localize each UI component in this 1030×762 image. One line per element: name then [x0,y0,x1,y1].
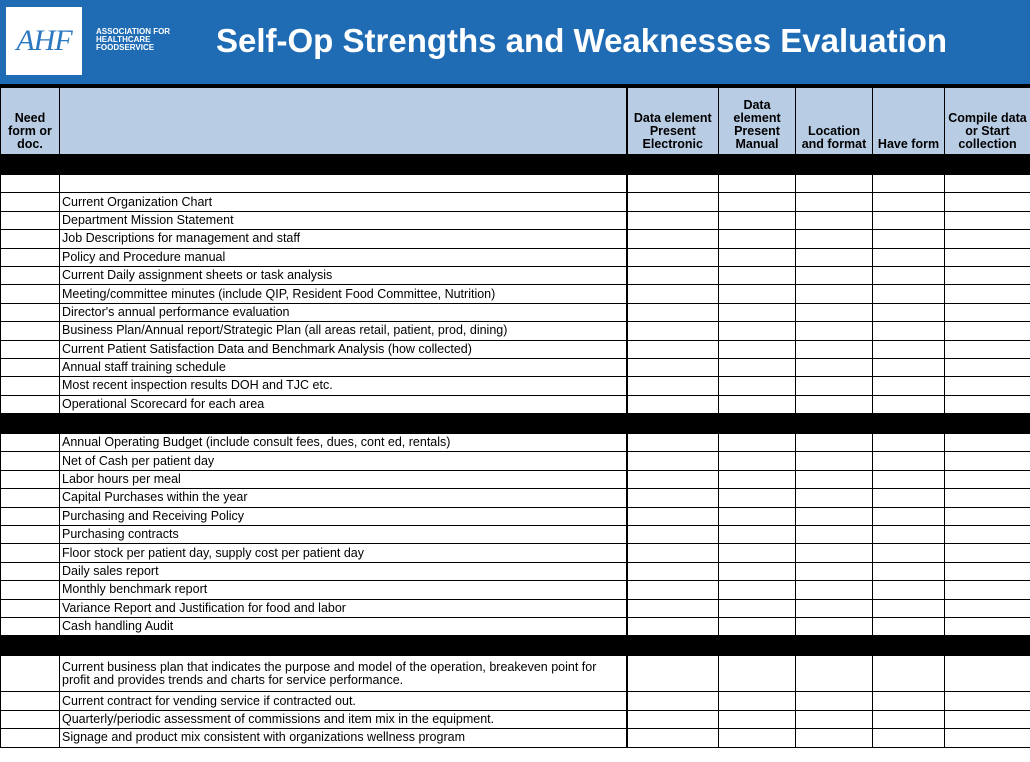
table-cell[interactable] [719,175,796,193]
manual-cell[interactable] [719,377,796,395]
section-title [1,155,1030,175]
item-desc: Floor stock per patient day, supply cost per patient day [60,544,627,562]
table-row [1,248,1030,266]
table-row [1,340,1030,358]
have-form-cell[interactable] [873,358,945,376]
compile-cell[interactable] [945,489,1030,507]
have-form-cell[interactable] [873,470,945,488]
need-cell[interactable] [1,526,60,544]
need-cell[interactable] [1,617,60,635]
manual-cell[interactable] [719,358,796,376]
manual-cell[interactable] [719,322,796,340]
manual-cell[interactable] [719,230,796,248]
location-cell[interactable] [796,452,873,470]
have-form-cell[interactable] [873,230,945,248]
compile-cell[interactable] [945,656,1030,692]
need-cell[interactable] [1,544,60,562]
have-form-cell[interactable] [873,322,945,340]
item-desc: Quarterly/periodic assessment of commissions and item mix in the equipment. [60,710,627,728]
table-row [1,507,1030,525]
item-desc: Most recent inspection results DOH and TJC etc. [60,377,627,395]
manual-cell[interactable] [719,266,796,284]
compile-cell[interactable] [945,729,1030,747]
electronic-cell[interactable] [627,211,719,229]
have-form-cell[interactable] [873,266,945,284]
location-cell[interactable] [796,617,873,635]
item-desc: Business Plan/Annual report/Strategic Plan (all areas retail, patient, prod, dining) [60,322,627,340]
title-banner [0,0,1030,84]
electronic-cell[interactable] [627,710,719,728]
have-form-cell[interactable] [873,544,945,562]
location-cell[interactable] [796,230,873,248]
col-header-need: Need form or doc. [1,88,60,155]
need-cell[interactable] [1,230,60,248]
table-row [1,358,1030,376]
table-row [1,230,1030,248]
table-row [1,266,1030,284]
table-row [1,193,1030,211]
compile-cell[interactable] [945,617,1030,635]
location-cell[interactable] [796,544,873,562]
need-cell[interactable] [1,581,60,599]
compile-cell[interactable] [945,692,1030,710]
ahf-logo [6,7,82,75]
location-cell[interactable] [796,303,873,321]
table-cell[interactable] [1,175,60,193]
have-form-cell[interactable] [873,526,945,544]
item-desc: Meeting/committee minutes (include QIP, Resident Food Committee, Nutrition) [60,285,627,303]
table-row [1,692,1030,710]
manual-cell[interactable] [719,599,796,617]
electronic-cell[interactable] [627,285,719,303]
table-cell[interactable] [627,175,719,193]
need-cell[interactable] [1,285,60,303]
table-row [1,729,1030,747]
col-header-electronic: Data element Present Electronic [627,88,719,155]
item-desc: Monthly benchmark report [60,581,627,599]
have-form-cell[interactable] [873,729,945,747]
item-desc: Current Organization Chart [60,193,627,211]
location-cell[interactable] [796,340,873,358]
have-form-cell[interactable] [873,377,945,395]
item-desc: Current Patient Satisfaction Data and Benchmark Analysis (how collected) [60,340,627,358]
col-header-manual: Data element Present Manual [719,88,796,155]
section-title [1,414,1030,434]
manual-cell[interactable] [719,434,796,452]
have-form-cell[interactable] [873,710,945,728]
table-row [1,470,1030,488]
manual-cell[interactable] [719,526,796,544]
compile-cell[interactable] [945,507,1030,525]
electronic-cell[interactable] [627,193,719,211]
electronic-cell[interactable] [627,544,719,562]
electronic-cell[interactable] [627,470,719,488]
table-row [1,562,1030,580]
manual-cell[interactable] [719,452,796,470]
item-desc: Purchasing contracts [60,526,627,544]
manual-cell[interactable] [719,562,796,580]
manual-cell[interactable] [719,395,796,413]
table-row [1,581,1030,599]
item-desc: Labor hours per meal [60,470,627,488]
manual-cell[interactable] [719,581,796,599]
item-desc: Current contract for vending service if contracted out. [60,692,627,710]
compile-cell[interactable] [945,340,1030,358]
have-form-cell[interactable] [873,395,945,413]
electronic-cell[interactable] [627,507,719,525]
electronic-cell[interactable] [627,266,719,284]
location-cell[interactable] [796,599,873,617]
location-cell[interactable] [796,285,873,303]
have-form-cell[interactable] [873,211,945,229]
have-form-cell[interactable] [873,193,945,211]
location-cell[interactable] [796,248,873,266]
table-row [1,710,1030,728]
have-form-cell[interactable] [873,248,945,266]
electronic-cell[interactable] [627,303,719,321]
manual-cell[interactable] [719,656,796,692]
electronic-cell[interactable] [627,395,719,413]
item-desc: Current Daily assignment sheets or task analysis [60,266,627,284]
have-form-cell[interactable] [873,489,945,507]
electronic-cell[interactable] [627,581,719,599]
need-cell[interactable] [1,193,60,211]
location-cell[interactable] [796,507,873,525]
compile-cell[interactable] [945,211,1030,229]
item-desc: Current business plan that indicates the purpose and model of the operation, breakeven point for profit and provides trends and charts for service performance. [60,656,627,692]
location-cell[interactable] [796,211,873,229]
manual-cell[interactable] [719,285,796,303]
location-cell[interactable] [796,656,873,692]
table-cell[interactable] [945,175,1030,193]
compile-cell[interactable] [945,470,1030,488]
need-cell[interactable] [1,395,60,413]
table-row [1,322,1030,340]
evaluation-table [0,88,1030,748]
table-cell[interactable] [796,175,873,193]
table-row [1,617,1030,635]
item-desc: Operational Scorecard for each area [60,395,627,413]
location-cell[interactable] [796,322,873,340]
section-divider [1,414,1030,434]
need-cell[interactable] [1,248,60,266]
compile-cell[interactable] [945,285,1030,303]
need-cell[interactable] [1,322,60,340]
electronic-cell[interactable] [627,489,719,507]
manual-cell[interactable] [719,544,796,562]
page-title: Self-Op Strengths and Weaknesses Evaluation [216,22,948,59]
electronic-cell[interactable] [627,692,719,710]
need-cell[interactable] [1,266,60,284]
have-form-cell[interactable] [873,434,945,452]
compile-cell[interactable] [945,452,1030,470]
electronic-cell[interactable] [627,377,719,395]
section-title [1,636,1030,656]
location-cell[interactable] [796,266,873,284]
item-desc: Job Descriptions for management and staff [60,230,627,248]
location-cell[interactable] [796,193,873,211]
electronic-cell[interactable] [627,452,719,470]
electronic-cell[interactable] [627,322,719,340]
manual-cell[interactable] [719,248,796,266]
location-cell[interactable] [796,470,873,488]
need-cell[interactable] [1,470,60,488]
location-cell[interactable] [796,358,873,376]
item-desc: Signage and product mix consistent with organizations wellness program [60,729,627,747]
item-desc: Capital Purchases within the year [60,489,627,507]
need-cell[interactable] [1,340,60,358]
table-row [1,175,1030,193]
need-cell[interactable] [1,599,60,617]
need-cell[interactable] [1,358,60,376]
compile-cell[interactable] [945,303,1030,321]
manual-cell[interactable] [719,617,796,635]
table-row [1,526,1030,544]
electronic-cell[interactable] [627,526,719,544]
section-divider [1,155,1030,175]
compile-cell[interactable] [945,395,1030,413]
need-cell[interactable] [1,434,60,452]
table-cell[interactable] [60,175,627,193]
have-form-cell[interactable] [873,562,945,580]
compile-cell[interactable] [945,248,1030,266]
logo-mark: AHF [16,24,72,57]
table-row [1,656,1030,692]
need-cell[interactable] [1,729,60,747]
section-divider [1,636,1030,656]
location-cell[interactable] [796,692,873,710]
compile-cell[interactable] [945,358,1030,376]
item-desc: Daily sales report [60,562,627,580]
location-cell[interactable] [796,581,873,599]
electronic-cell[interactable] [627,230,719,248]
manual-cell[interactable] [719,729,796,747]
header-row [1,88,1030,155]
item-desc: Policy and Procedure manual [60,248,627,266]
electronic-cell[interactable] [627,656,719,692]
col-header-have-form: Have form [873,88,945,155]
have-form-cell[interactable] [873,599,945,617]
location-cell[interactable] [796,489,873,507]
need-cell[interactable] [1,507,60,525]
have-form-cell[interactable] [873,617,945,635]
table-row [1,434,1030,452]
electronic-cell[interactable] [627,599,719,617]
electronic-cell[interactable] [627,617,719,635]
location-cell[interactable] [796,729,873,747]
col-header-compile: Compile data or Start collection [945,88,1030,155]
have-form-cell[interactable] [873,285,945,303]
electronic-cell[interactable] [627,248,719,266]
manual-cell[interactable] [719,507,796,525]
need-cell[interactable] [1,303,60,321]
item-desc: Purchasing and Receiving Policy [60,507,627,525]
manual-cell[interactable] [719,193,796,211]
compile-cell[interactable] [945,377,1030,395]
need-cell[interactable] [1,377,60,395]
table-row [1,544,1030,562]
compile-cell[interactable] [945,581,1030,599]
location-cell[interactable] [796,526,873,544]
compile-cell[interactable] [945,322,1030,340]
item-desc: Net of Cash per patient day [60,452,627,470]
item-desc: Department Mission Statement [60,211,627,229]
manual-cell[interactable] [719,211,796,229]
have-form-cell[interactable] [873,656,945,692]
compile-cell[interactable] [945,562,1030,580]
compile-cell[interactable] [945,544,1030,562]
manual-cell[interactable] [719,470,796,488]
org-name: ASSOCIATION FOR HEALTHCARE FOODSERVICE [96,27,171,52]
have-form-cell[interactable] [873,303,945,321]
item-desc: Director's annual performance evaluation [60,303,627,321]
need-cell[interactable] [1,692,60,710]
have-form-cell[interactable] [873,692,945,710]
electronic-cell[interactable] [627,358,719,376]
manual-cell[interactable] [719,303,796,321]
location-cell[interactable] [796,377,873,395]
have-form-cell[interactable] [873,507,945,525]
compile-cell[interactable] [945,434,1030,452]
table-row [1,285,1030,303]
compile-cell[interactable] [945,266,1030,284]
table-row [1,489,1030,507]
compile-cell[interactable] [945,230,1030,248]
item-desc: Cash handling Audit [60,617,627,635]
need-cell[interactable] [1,656,60,692]
col-header-desc [60,88,627,155]
have-form-cell[interactable] [873,452,945,470]
manual-cell[interactable] [719,340,796,358]
electronic-cell[interactable] [627,562,719,580]
compile-cell[interactable] [945,599,1030,617]
manual-cell[interactable] [719,710,796,728]
electronic-cell[interactable] [627,729,719,747]
table-row [1,452,1030,470]
table-row [1,211,1030,229]
compile-cell[interactable] [945,526,1030,544]
location-cell[interactable] [796,434,873,452]
table-row [1,303,1030,321]
table-cell[interactable] [873,175,945,193]
location-cell[interactable] [796,562,873,580]
table-row [1,395,1030,413]
table-row [1,599,1030,617]
location-cell[interactable] [796,710,873,728]
item-desc: Annual staff training schedule [60,358,627,376]
manual-cell[interactable] [719,489,796,507]
compile-cell[interactable] [945,193,1030,211]
item-desc: Variance Report and Justification for food and labor [60,599,627,617]
item-desc: Annual Operating Budget (include consult fees, dues, cont ed, rentals) [60,434,627,452]
have-form-cell[interactable] [873,340,945,358]
table-row [1,377,1030,395]
need-cell[interactable] [1,489,60,507]
compile-cell[interactable] [945,710,1030,728]
location-cell[interactable] [796,395,873,413]
need-cell[interactable] [1,562,60,580]
electronic-cell[interactable] [627,434,719,452]
manual-cell[interactable] [719,692,796,710]
electronic-cell[interactable] [627,340,719,358]
have-form-cell[interactable] [873,581,945,599]
col-header-location: Location and format [796,88,873,155]
need-cell[interactable] [1,211,60,229]
need-cell[interactable] [1,452,60,470]
need-cell[interactable] [1,710,60,728]
